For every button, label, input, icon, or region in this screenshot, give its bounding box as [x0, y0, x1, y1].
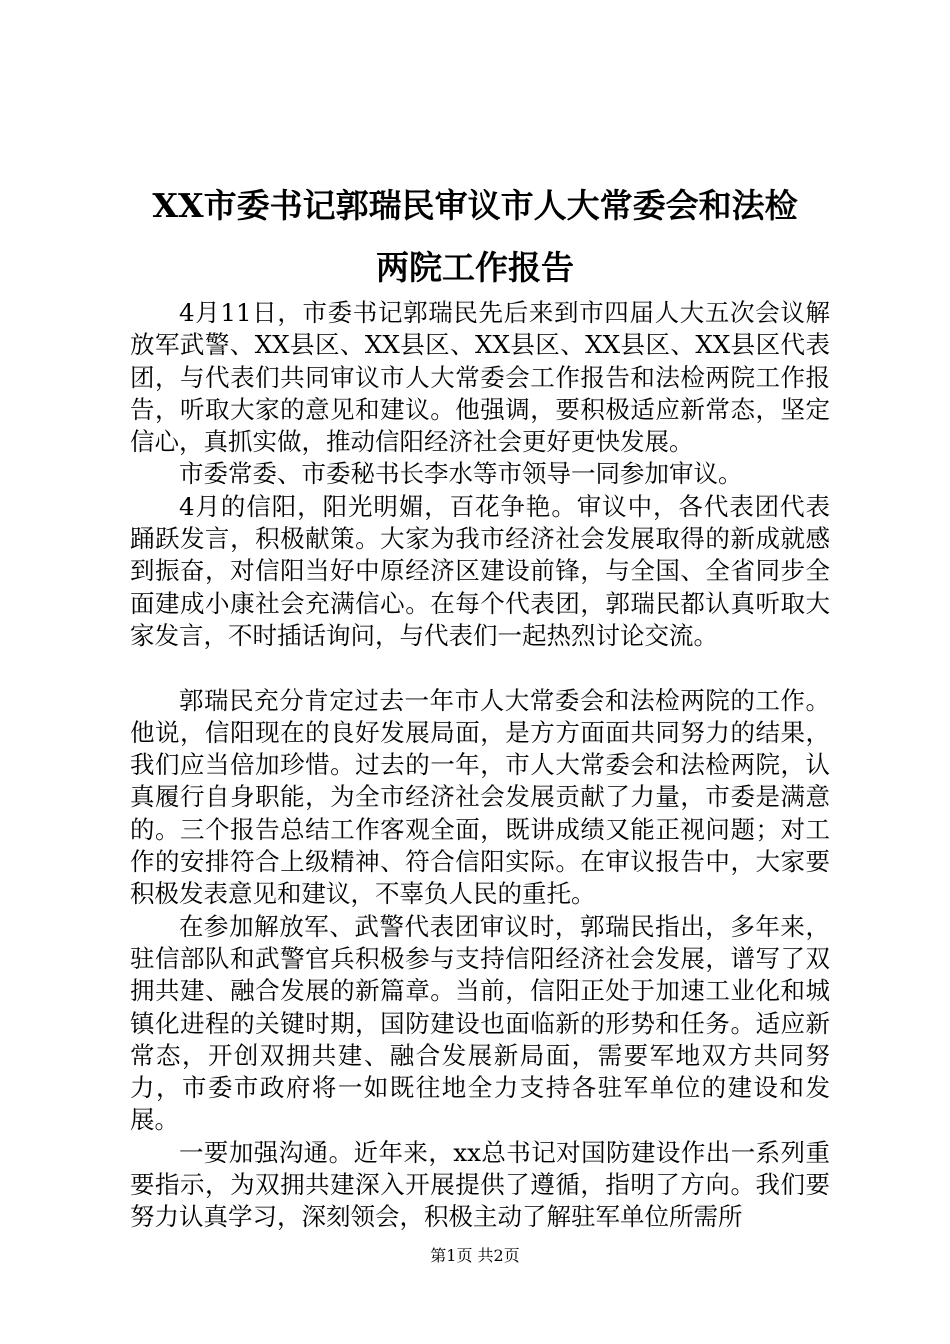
page-footer: 第1页 共2页 [430, 1246, 520, 1265]
paragraph-1: 4月11日，市委书记郭瑞民先后来到市四届人大五次会议解放军武警、XX县区、XX县区、XX县区、XX县区、XX县区代表团，与代表们共同审议市人大常委会工作报告和法检两院工作报告，听取大家的意见和建议。他强调，要积极适应新常态，坚定信心，真抓实做，推动信阳经济社会更好更快发展。 [130, 298, 830, 457]
document-body [130, 297, 830, 1234]
paragraph-5: 在参加解放军、武警代表团审议时，郭瑞民指出，多年来，驻信部队和武警官兵积极参与支持信阳经济社会发展，谱写了双拥共建、融合发展的新篇章。当前，信阳正处于加速工业化和城镇化进程的关键时期，国防建设也面临新的形势和任务。适应新常态，开创双拥共建、融合发展新局面，需要军地双方共同努力，市委市政府将一如既往地全力支持各驻军单位的建设和发展。 [130, 911, 830, 1135]
paragraph-3: 4月的信阳，阳光明媚，百花争艳。审议中，各代表团代表踊跃发言，积极献策。大家为我市经济社会发展取得的新成就感到振奋，对信阳当好中原经济区建设前锋，与全国、全省同步全面建成小康社会充满信心。在每个代表团，郭瑞民都认真听取大家发言，不时插话询问，与代表们一起热烈讨论交流。 [130, 491, 830, 650]
document-title-line-1: XX市委书记郭瑞民审议市人大常委会和法检 [152, 186, 798, 225]
paragraph-4: 郭瑞民充分肯定过去一年市人大常委会和法检两院的工作。他说，信阳现在的良好发展局面，是方方面面共同努力的结果，我们应当倍加珍惜。过去的一年，市人大常委会和法检两院，认真履行自身职能，为全市经济社会发展贡献了力量，市委是满意的。三个报告总结工作客观全面，既讲成绩又能正视问题；对工作的安排符合上级精神、符合信阳实际。在审议报告中，大家要积极发表意见和建议，不辜负人民的重托。 [130, 685, 830, 909]
document-title-line-2: 两院工作报告 [376, 248, 574, 287]
paragraph-6: 一要加强沟通。近年来，xx总书记对国防建设作出一系列重要指示，为双拥共建深入开展提供了遵循，指明了方向。我们要努力认真学习，深刻领会，积极主动了解驻军单位所需所 [130, 1137, 830, 1232]
paragraph-2: 市委常委、市委秘书长李水等市领导一同参加审议。 [179, 459, 743, 489]
paragraph-spacer [130, 652, 830, 684]
